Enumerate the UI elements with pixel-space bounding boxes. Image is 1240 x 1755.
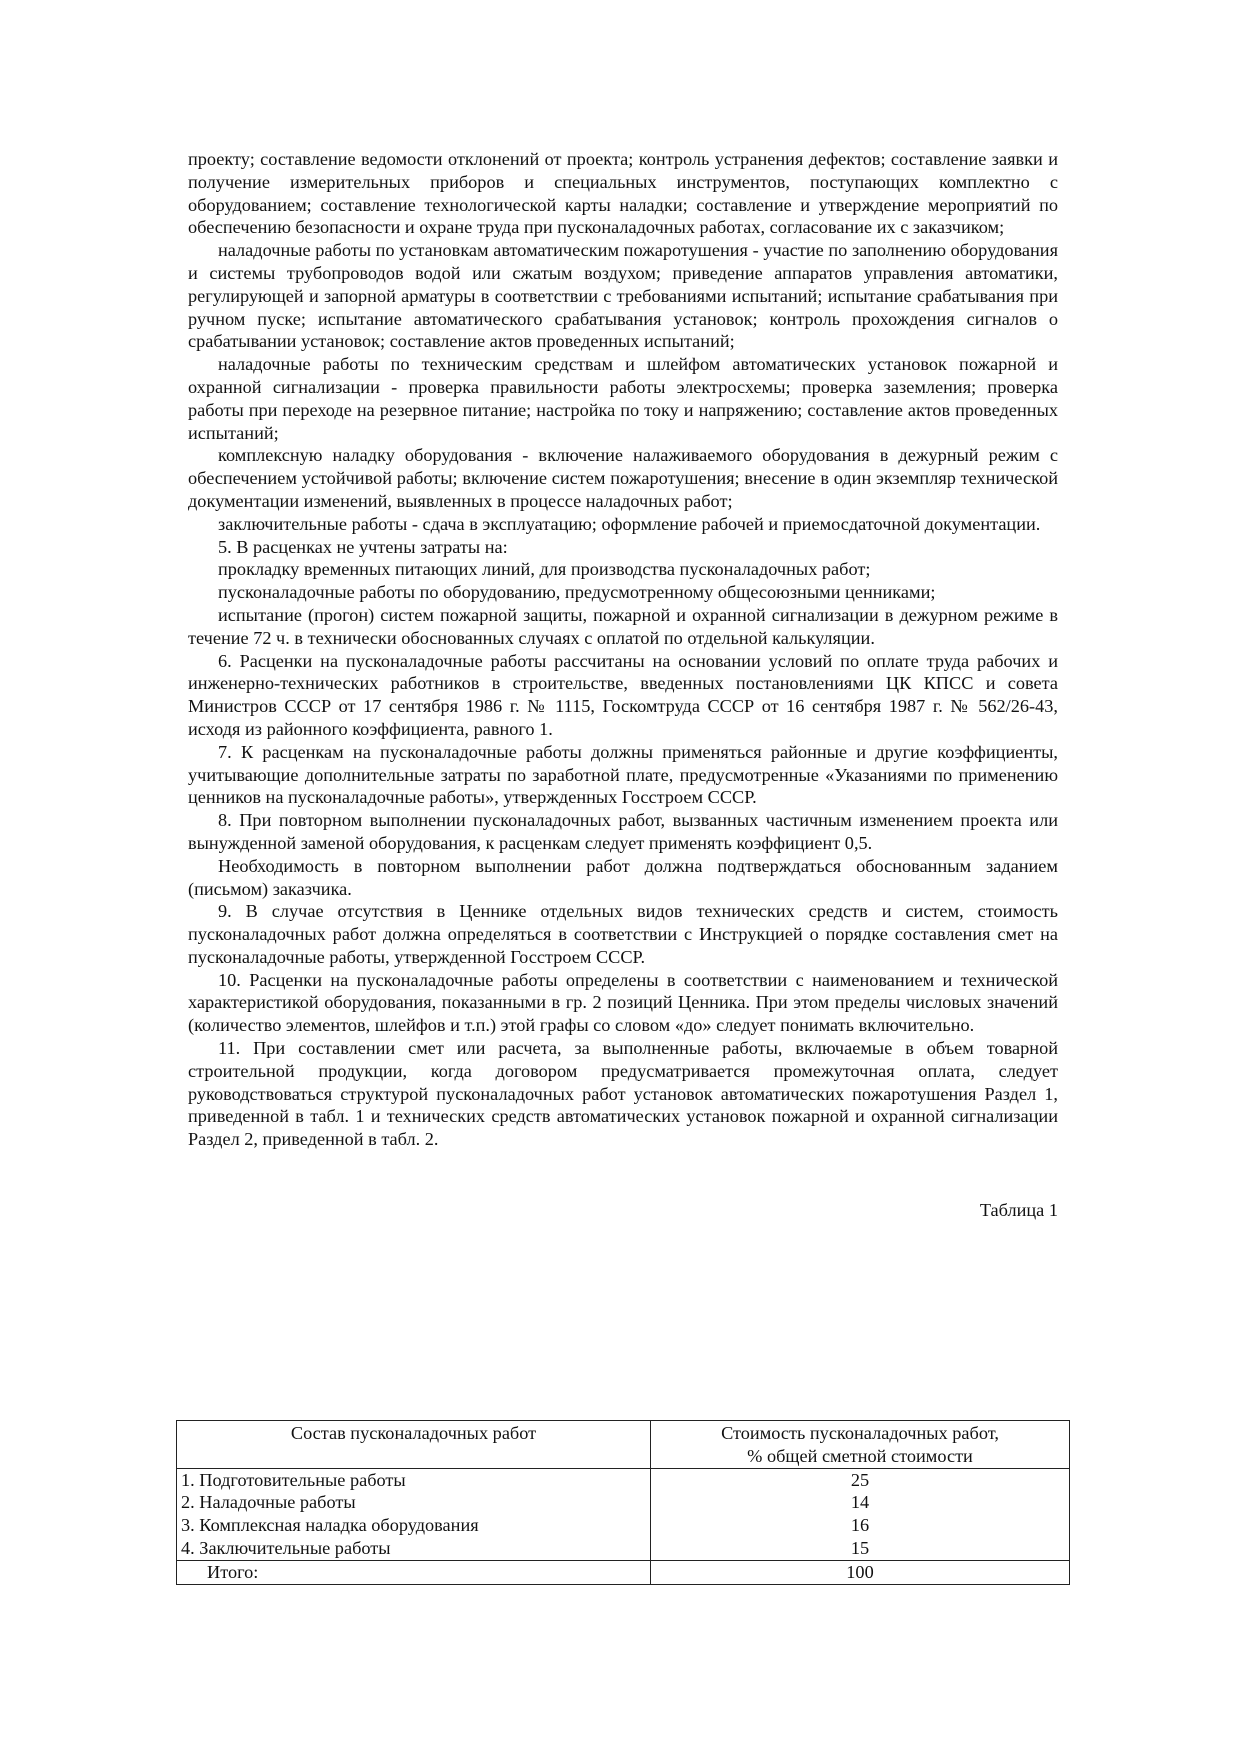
table-row — [177, 1537, 1070, 1560]
paragraph: 11. При составлении смет или расчета, за выполненные работы, включаемые в объем товарной строительной продукции, когда договором предусматривается промежуточная оплата, следует руководствоваться структурой пусконаладочных работ установок автоматических пожаротушения Раздел 1, приведенной в табл. 1 и технических средств автоматических установок пожарной и охранной сигнализации Раздел 2, приведенной в табл. 2. — [188, 1038, 1058, 1150]
paragraph: 5. В расценках не учтены затраты на: — [218, 536, 508, 557]
paragraph: проекту; составление ведомости отклонений от проекта; контроль устранения дефектов; составление заявки и получение измерительных приборов и специальных инструментов, поступающих комплектно с оборудованием; составление технологической карты наладки; составление и утверждение мероприятий по обеспечению безопасности и охране труда при пусконаладочных работах, согласование их с заказчиком; — [188, 149, 1058, 238]
table-cell-name: 4. Заключительные работы — [177, 1537, 651, 1560]
table-row — [177, 1514, 1070, 1537]
table-header-col2 — [651, 1421, 1070, 1469]
table-total-value: 100 — [651, 1560, 1070, 1584]
table-total-row — [177, 1560, 1070, 1584]
table-header-col1: Состав пусконаладочных работ — [177, 1421, 651, 1469]
table-header-col2-line1: Стоимость пусконаладочных работ, — [721, 1423, 999, 1443]
paragraph: прокладку временных питающих линий, для производства пусконаладочных работ; — [218, 559, 871, 580]
table-cell-value: 14 — [651, 1491, 1070, 1514]
paragraph: заключительные работы - сдача в эксплуатацию; оформление рабочей и приемосдаточной документации. — [218, 513, 1041, 534]
table-cell-name: 1. Подготовительные работы — [177, 1468, 651, 1491]
cost-structure-table — [176, 1420, 1070, 1585]
paragraph: испытание (прогон) систем пожарной защиты, пожарной и охранной сигнализации в дежурном режиме в течение 72 ч. в технически обоснованных случаях с оплатой по отдельной калькуляции. — [188, 604, 1058, 648]
table-cell-value: 15 — [651, 1537, 1070, 1560]
table-row — [177, 1491, 1070, 1514]
table-header-row — [177, 1421, 1070, 1469]
paragraph: 9. В случае отсутствия в Ценнике отдельных видов технических средств и систем, стоимость пусконаладочных работ должна определяться в соответствии с Инструкцией о порядке составления смет на пусконаладочные работы, утвержденной Госстроем СССР. — [188, 901, 1058, 967]
table-cell-value: 25 — [651, 1468, 1070, 1491]
paragraph: наладочные работы по техническим средствам и шлейфом автоматических установок пожарной и охранной сигнализации - проверка правильности работы электросхемы; проверка заземления; проверка работы при переходе на резервное питание; настройка по току и напряжению; составление актов проведенных испытаний; — [188, 354, 1058, 443]
paragraph-list — [188, 148, 1058, 1151]
paragraph: 7. К расценкам на пусконаладочные работы должны применяться районные и другие коэффициенты, учитывающие дополнительные затраты по заработной плате, предусмотренные «Указаниями по применению ценников на пусконаладочные работы», утвержденных Госстроем СССР. — [188, 741, 1058, 808]
paragraph: 8. При повторном выполнении пусконаладочных работ, вызванных частичным изменением проекта или вынужденной заменой оборудования, к расценкам следует применять коэффициент 0,5. — [188, 810, 1058, 853]
table-cell-value: 16 — [651, 1514, 1070, 1537]
table-label: Таблица 1 — [979, 1200, 1058, 1221]
paragraph: комплексную наладку оборудования - включение налаживаемого оборудования в дежурный режим с обеспечением устойчивой работы; включение систем пожаротушения; внесение в один экземпляр технической документации изменений, выявленных в процессе наладочных работ; — [188, 445, 1058, 511]
paragraph: 10. Расценки на пусконаладочные работы определены в соответствии с наименованием и технической характеристикой оборудования, показанными в гр. 2 позиций Ценника. При этом пределы числовых значений (количество элементов, шлейфов и т.п.) этой графы со словом «до» следует понимать включительно. — [188, 969, 1058, 1036]
document-body — [188, 148, 1058, 1222]
table-cell-name: 3. Комплексная наладка оборудования — [177, 1514, 651, 1537]
paragraph: наладочные работы по установкам автоматическим пожаротушения - участие по заполнению оборудования и системы трубопроводов водой или сжатым воздухом; приведение аппаратов управления автоматики, регулирующей и запорной арматуры в соответствии с требованиями испытаний; испытание срабатывания при ручном пуске; испытание автоматического срабатывания установок; контроль прохождения сигналов о срабатывании установок; составление актов проведенных испытаний; — [188, 240, 1058, 352]
table-row — [177, 1468, 1070, 1491]
table-total-label: Итого: — [177, 1560, 651, 1584]
table-cell-name: 2. Наладочные работы — [177, 1491, 651, 1514]
paragraph: 6. Расценки на пусконаладочные работы рассчитаны на основании условий по оплате труда рабочих и инженерно-технических работников в строительстве, введенных постановлениями ЦК КПСС и совета Министров СССР от 17 сентября 1986 г. № 1115, Госкомтруда СССР от 16 сентября 1987 г. № 562/26-43, исходя из районного коэффициента, равного 1. — [188, 650, 1058, 739]
table-header-col2-line2: % общей сметной стоимости — [747, 1445, 973, 1466]
paragraph: Необходимость в повторном выполнении работ должна подтверждаться обоснованным заданием (письмом) заказчика. — [188, 855, 1058, 899]
paragraph: пусконаладочные работы по оборудованию, предусмотренному общесоюзными ценниками; — [218, 582, 936, 603]
